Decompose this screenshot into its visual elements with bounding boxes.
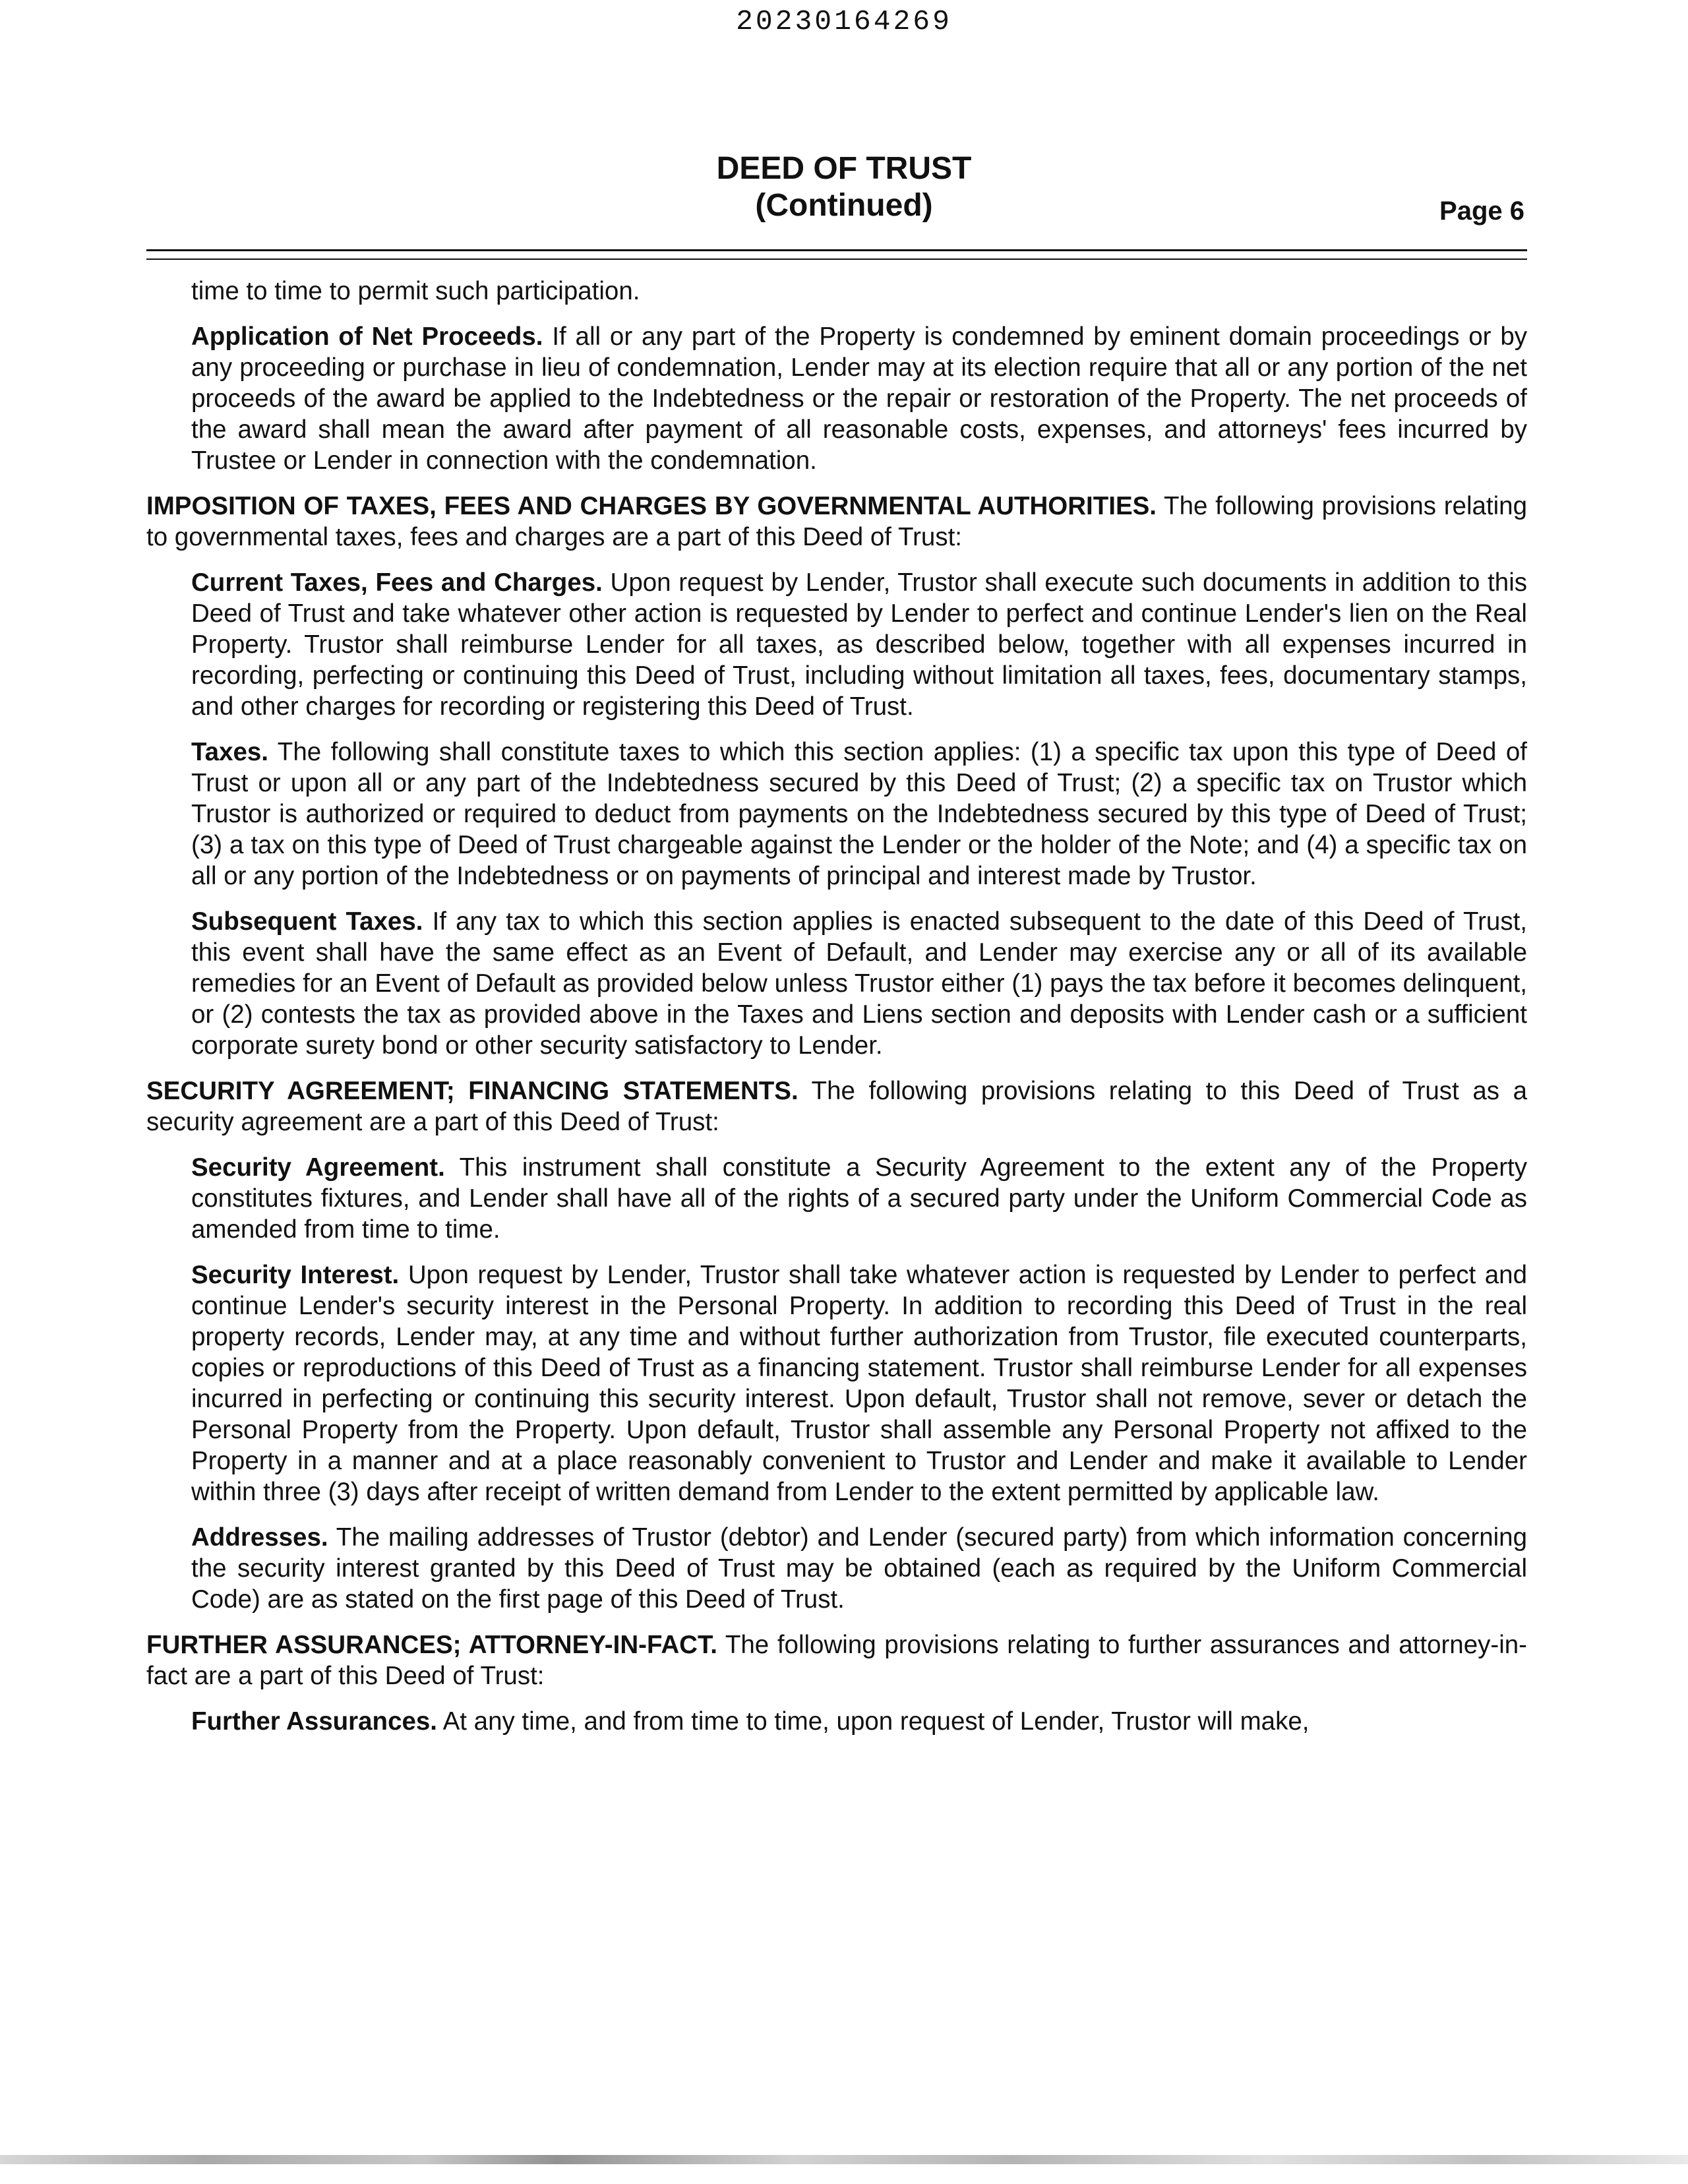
paragraph-text: At any time, and from time to time, upon request of Lender, Trustor will make, bbox=[437, 1707, 1310, 1736]
paragraph-further-assurances bbox=[146, 1706, 1527, 1737]
paragraph-addresses bbox=[146, 1522, 1527, 1615]
paragraph-heading: Security Agreement. bbox=[191, 1153, 445, 1182]
recording-number: 20230164269 bbox=[736, 5, 952, 38]
paragraph-heading: Security Interest. bbox=[191, 1261, 400, 1289]
section-text: The following provisions relating to governmental taxes, fees and charges are a part of this Deed of Trust: bbox=[146, 492, 1527, 551]
document-body bbox=[146, 276, 1527, 1751]
document-title-block bbox=[0, 150, 1688, 224]
paragraph-heading: Taxes. bbox=[191, 738, 269, 766]
section-heading: IMPOSITION OF TAXES, FEES AND CHARGES BY GOVERNMENTAL AUTHORITIES. bbox=[146, 492, 1157, 520]
paragraph-security-interest bbox=[146, 1259, 1527, 1507]
paragraph-text: time to time to permit such participation. bbox=[191, 277, 640, 305]
paragraph-security-agreement bbox=[146, 1152, 1527, 1245]
paragraph-taxes bbox=[146, 737, 1527, 892]
section-heading: SECURITY AGREEMENT; FINANCING STATEMENTS. bbox=[146, 1077, 799, 1105]
page-number: Page 6 bbox=[1439, 197, 1524, 226]
section-further-assurances bbox=[146, 1629, 1527, 1691]
continued-paragraph bbox=[146, 276, 1527, 307]
header-rule-bottom bbox=[146, 258, 1527, 260]
paragraph-text: Upon request by Lender, Trustor shall execute such documents in addition to this Deed of Trust and take whatever other action is requested by Lender to perfect and continue Lender's lien on the Real Property. Trustor shall reimburse Lender for all taxes, as described below, together with all expenses incurred in recording, perfecting or continuing this Deed of Trust, including without limitation all taxes, fees, documentary stamps, and other charges for recording or registering this Deed of Trust. bbox=[191, 568, 1527, 721]
section-imposition-of-taxes bbox=[146, 491, 1527, 553]
paragraph-heading: Further Assurances. bbox=[191, 1707, 438, 1736]
paragraph-text: The mailing addresses of Trustor (debtor) and Lender (secured party) from which information concerning the security interest granted by this Deed of Trust may be obtained (each as required by the Uniform Commercial Code) are as stated on the first page of this Deed of Trust. bbox=[191, 1523, 1527, 1614]
paragraph-heading: Application of Net Proceeds. bbox=[191, 322, 543, 351]
paragraph-text: If all or any part of the Property is condemned by eminent domain proceedings or by any proceeding or purchase in lieu of condemnation, Lender may at its election require that all or any portion of the net proceeds of the award be applied to the Indebtedness or the repair or restoration of the Property. The net proceeds of the award shall mean the award after payment of all reasonable costs, expenses, and attorneys' fees incurred by Trustee or Lender in connection with the condemnation. bbox=[191, 322, 1527, 475]
section-text: The following provisions relating to this Deed of Trust as a security agreement are a part of this Deed of Trust: bbox=[146, 1077, 1528, 1136]
paragraph-application-of-net-proceeds bbox=[146, 321, 1527, 476]
header-rule-top bbox=[146, 249, 1527, 251]
paragraph-heading: Subsequent Taxes. bbox=[191, 907, 423, 936]
document-title: DEED OF TRUST bbox=[716, 151, 972, 186]
paragraph-subsequent-taxes bbox=[146, 906, 1527, 1061]
section-security-agreement bbox=[146, 1076, 1527, 1138]
paragraph-text: The following shall constitute taxes to which this section applies: (1) a specific tax upon this type of Deed of Trust or upon all or any part of the Indebtedness secured by this Deed of Trust; (2) a specific tax on Trustor which Trustor is authorized or required to deduct from payments on the Indebtedness secured by this type of Deed of Trust; (3) a tax on this type of Deed of Trust chargeable against the Lender or the holder of the Note; and (4) a specific tax on all or any portion of the Indebtedness or on payments of principal and interest made by Trustor. bbox=[191, 738, 1527, 890]
paragraph-current-taxes bbox=[146, 567, 1527, 722]
scan-artifact-strip bbox=[0, 2155, 1688, 2164]
document-subtitle: (Continued) bbox=[755, 188, 933, 223]
paragraph-heading: Addresses. bbox=[191, 1523, 328, 1552]
paragraph-text: Upon request by Lender, Trustor shall take whatever action is requested by Lender to perfect and continue Lender's security interest in the Personal Property. In addition to recording this Deed of Trust in the real property records, Lender may, at any time and without further authorization from Trustor, file executed counterparts, copies or reproductions of this Deed of Trust as a financing statement. Trustor shall reimburse Lender for all expenses incurred in perfecting or continuing this security interest. Upon default, Trustor shall not remove, sever or detach the Personal Property from the Property. Upon default, Trustor shall assemble any Personal Property not affixed to the Property in a manner and at a place reasonably convenient to Trustor and Lender and make it available to Lender within three (3) days after receipt of written demand from Lender to the extent permitted by applicable law. bbox=[191, 1261, 1527, 1506]
paragraph-heading: Current Taxes, Fees and Charges. bbox=[191, 568, 603, 597]
section-heading: FURTHER ASSURANCES; ATTORNEY-IN-FACT. bbox=[146, 1631, 717, 1659]
section-text: The following provisions relating to further assurances and attorney-in-fact are a part of this Deed of Trust: bbox=[146, 1631, 1527, 1690]
paragraph-text: This instrument shall constitute a Security Agreement to the extent any of the Property constitutes fixtures, and Lender shall have all of the rights of a secured party under the Uniform Commercial Code as amended from time to time. bbox=[191, 1153, 1527, 1244]
paragraph-text: If any tax to which this section applies is enacted subsequent to the date of this Deed of Trust, this event shall have the same effect as an Event of Default, and Lender may exercise any or all of its available remedies for an Event of Default as provided below unless Trustor either (1) pays the tax before it becomes delinquent, or (2) contests the tax as provided above in the Taxes and Liens section and deposits with Lender cash or a sufficient corporate surety bond or other security satisfactory to Lender. bbox=[191, 907, 1527, 1060]
